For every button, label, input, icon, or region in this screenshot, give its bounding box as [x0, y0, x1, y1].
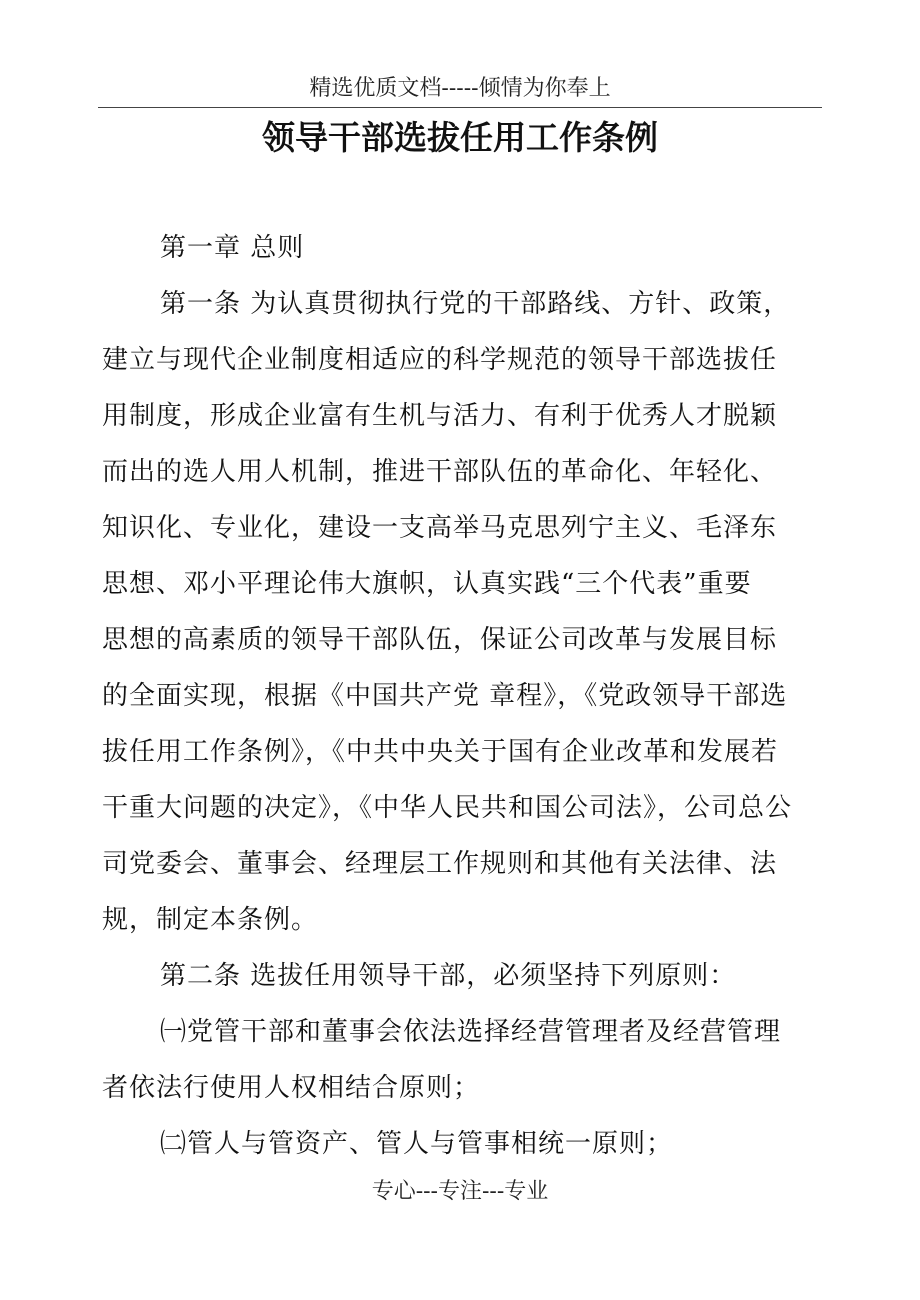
article-1-line-12: 规，制定本条例。: [102, 905, 319, 935]
article-1-line-8: 的全面实现，根据《中国共产党 章程》，《党政领导干部选: [102, 681, 788, 711]
article-2-heading: 第二条 选拔任用领导干部，必须坚持下列原则：: [160, 961, 737, 991]
chapter-heading: 第一章 总则: [160, 233, 305, 263]
principle-1-line-1: ㈠党管干部和董事会依法选择经营管理者及经营管理: [160, 1017, 782, 1047]
article-1-line-4: 而出的选人用人机制，推进干部队伍的革命化、年轻化、: [102, 457, 778, 487]
article-1-line-6: 思想、邓小平理论伟大旗帜，认真实践“三个代表”重要: [102, 569, 752, 599]
page-header: 精选优质文档-----倾情为你奉上: [309, 76, 611, 101]
article-1-line-1: 第一条 为认真贯彻执行党的干部路线、方针、政策，: [160, 289, 791, 319]
article-1-line-10: 干重大问题的决定》，《中华人民共和国公司法》，公司总公: [102, 793, 793, 823]
page-footer: 专心---专注---专业: [371, 1179, 549, 1204]
article-1-line-7: 思想的高素质的领导干部队伍，保证公司改革与发展目标: [102, 625, 778, 655]
article-1-line-3: 用制度，形成企业富有生机与活力、有利于优秀人才脱颖: [102, 401, 778, 431]
header-divider: [98, 107, 822, 108]
article-1-line-9: 拔任用工作条例》，《中共中央关于国有企业改革和发展若: [102, 737, 779, 767]
document-title: 领导干部选拔任用工作条例: [262, 118, 658, 157]
principle-2-line-1: ㈡管人与管资产、管人与管事相统一原则；: [160, 1129, 674, 1159]
principle-1-line-2: 者依法行使用人权相结合原则；: [102, 1073, 481, 1103]
article-1-line-11: 司党委会、董事会、经理层工作规则和其他有关法律、法: [102, 849, 778, 879]
article-1-line-2: 建立与现代企业制度相适应的科学规范的领导干部选拔任: [102, 345, 778, 375]
article-1-line-5: 知识化、专业化，建设一支高举马克思列宁主义、毛泽东: [102, 513, 778, 543]
